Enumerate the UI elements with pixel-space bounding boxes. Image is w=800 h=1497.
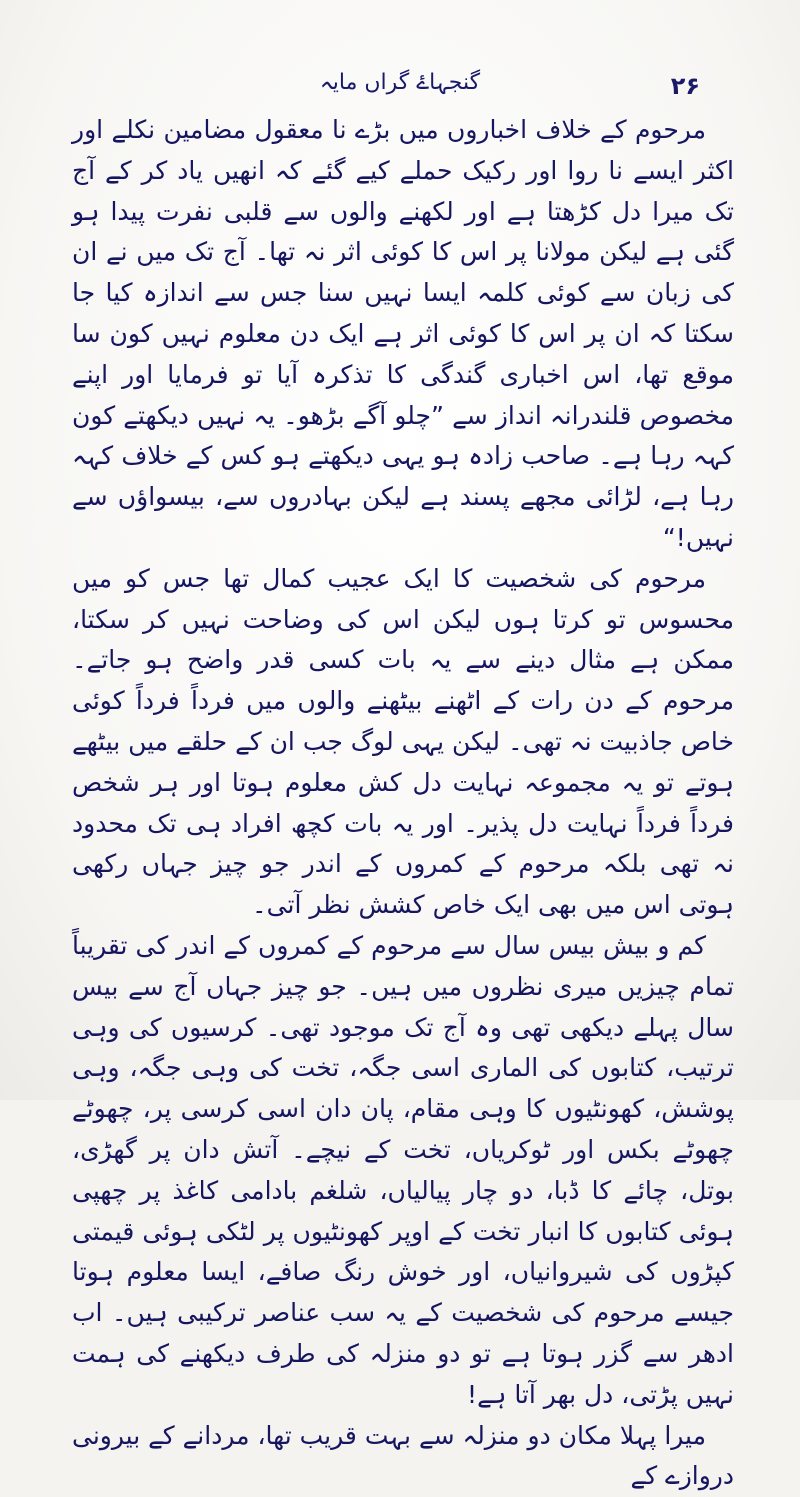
page-number: ۲۶ xyxy=(671,72,700,100)
body-text xyxy=(72,110,734,1497)
paragraph-4: میرا پہلا مکان دو منزلہ سے بہت قریب تھا، مردانے کے بیرونی دروازے کے xyxy=(72,1416,734,1497)
book-title: گنجہاۓ گراں مایہ xyxy=(60,70,740,95)
running-head xyxy=(60,70,740,104)
paragraph-1: مرحوم کے خلاف اخباروں میں بڑے نا معقول مضامین نکلے اور اکثر ایسے نا روا اور رکیک حملے کیے گئے کہ انھیں یاد کر کے آج تک میرا دل کڑھتا ہے اور لکھنے والوں سے قلبی نفرت پیدا ہو گئی ہے لیکن مولانا پر اس کا کوئی اثر نہ تھا۔ آج تک میں نے ان کی زبان سے کوئی کلمہ ایسا نہیں سنا جس سے اندازہ کیا جا سکتا کہ ان پر اس کا کوئی اثر ہے ایک دن معلوم نہیں کون سا موقع تھا، اس اخباری گندگی کا تذکرہ آیا تو فرمایا اور اپنے مخصوص قلندرانہ انداز سے ”چلو آگے بڑھو۔ یہ نہیں دیکھتے کون کہہ رہا ہے۔ صاحب زادہ ہو یہی دیکھتے ہو کس کے خلاف کہہ رہا ہے، لڑائی مجھے پسند ہے لیکن بہادروں سے، بیسواؤں سے نہیں!“ xyxy=(72,110,734,559)
paragraph-2: مرحوم کی شخصیت کا ایک عجیب کمال تھا جس کو میں محسوس تو کرتا ہوں لیکن اس کی وضاحت نہیں کر سکتا، ممکن ہے مثال دینے سے یہ بات کسی قدر واضح ہو جاتے۔ مرحوم کے دن رات کے اٹھنے بیٹھنے والوں میں فرداً فرداً کوئی خاص جاذبیت نہ تھی۔ لیکن یہی لوگ جب ان کے حلقے میں بیٹھے ہوتے تو یہ مجموعہ نہایت دل کش معلوم ہوتا اور ہر شخص فرداً فرداً نہایت دل پذیر۔ اور یہ بات کچھ افراد ہی تک محدود نہ تھی بلکہ مرحوم کے کمروں کے اندر جو چیز جہاں رکھی ہوتی اس میں بھی ایک خاص کشش نظر آتی۔ xyxy=(72,559,734,926)
paragraph-3: کم و بیش بیس سال سے مرحوم کے کمروں کے اندر کی تقریباً تمام چیزیں میری نظروں میں ہیں۔ جو چیز جہاں آج سے بیس سال پہلے دیکھی تھی وہ آج تک موجود تھی۔ کرسیوں کی وہی ترتیب، کتابوں کی الماری اسی جگہ، تخت کی وہی جگہ، وہی پوشش، کھونٹیوں کا وہی مقام، پان دان اسی کرسی پر، چھوٹے چھوٹے بکس اور ٹوکریاں، تخت کے نیچے۔ آتش دان پر گھڑی، بوتل، چائے کا ڈبا، دو چار پیالیاں، شلغم بادامی کاغذ پر چھپی ہوئی کتابوں کا انبار تخت کے اوپر کھونٹیوں پر لٹکی ہوئی قیمتی کپڑوں کی شیروانیاں، اور خوش رنگ صافے، ایسا معلوم ہوتا جیسے مرحوم کی شخصیت کے یہ سب عناصر ترکیبی ہیں۔ اب ادھر سے گزر ہوتا ہے تو دو منزلہ کی طرف دیکھنے کی ہمت نہیں پڑتی، دل بھر آتا ہے! xyxy=(72,926,734,1416)
